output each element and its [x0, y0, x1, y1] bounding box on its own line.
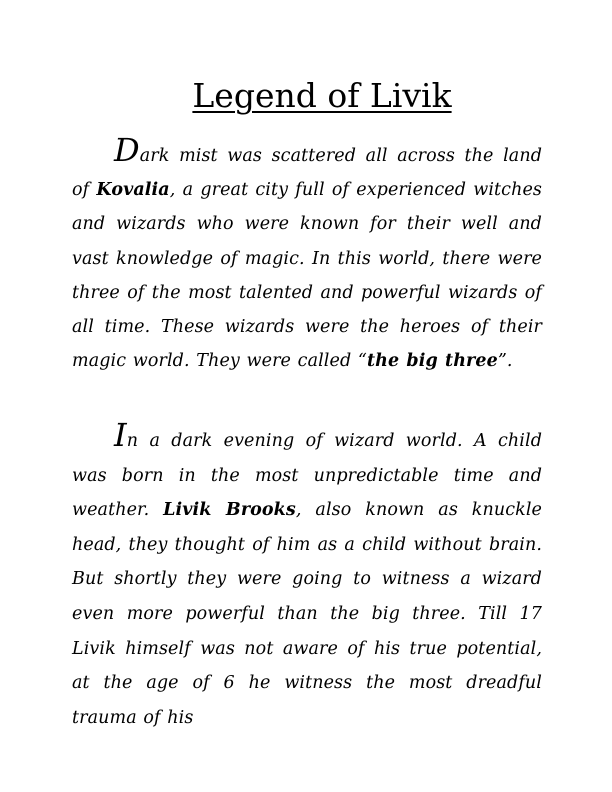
paragraph-1-middle: , a great city full of experienced witches and wizards who were known for their well and vast knowledge of magic. In this world, there were three of the most talented and powerful wizards of all time. These wizards were the heroes of their magic world. They were called “ [72, 180, 542, 372]
paragraph-2-lead: n a dark evening of wizard world. A child was born in the most unpredictable time and weather. [72, 431, 542, 521]
paragraph-2 [72, 416, 542, 735]
the-big-three: the big three [366, 351, 498, 372]
paragraph-2-end: , also known as knuckle head, they thought of him as a child without brain. But shortly they were going to witness a wizard even more powerful than the big three. Till 17 Livik himself was not aware of his true potential, at the age of 6 he witness the most dreadful trauma of his [72, 500, 542, 728]
paragraph-1-dropcap: D [114, 131, 140, 169]
paragraph-1-end: ”. [497, 351, 513, 372]
place-name-kovalia: Kovalia [96, 180, 170, 201]
paragraph-1-lead: ark mist was scattered all across the land of [72, 146, 542, 201]
paragraph-1 [72, 131, 542, 378]
character-name-livik-brooks: Livik Brooks [163, 500, 296, 521]
title-text: Legend of Livik [192, 76, 452, 115]
paragraph-2-dropcap: I [114, 416, 127, 454]
document-title [16, 76, 612, 116]
